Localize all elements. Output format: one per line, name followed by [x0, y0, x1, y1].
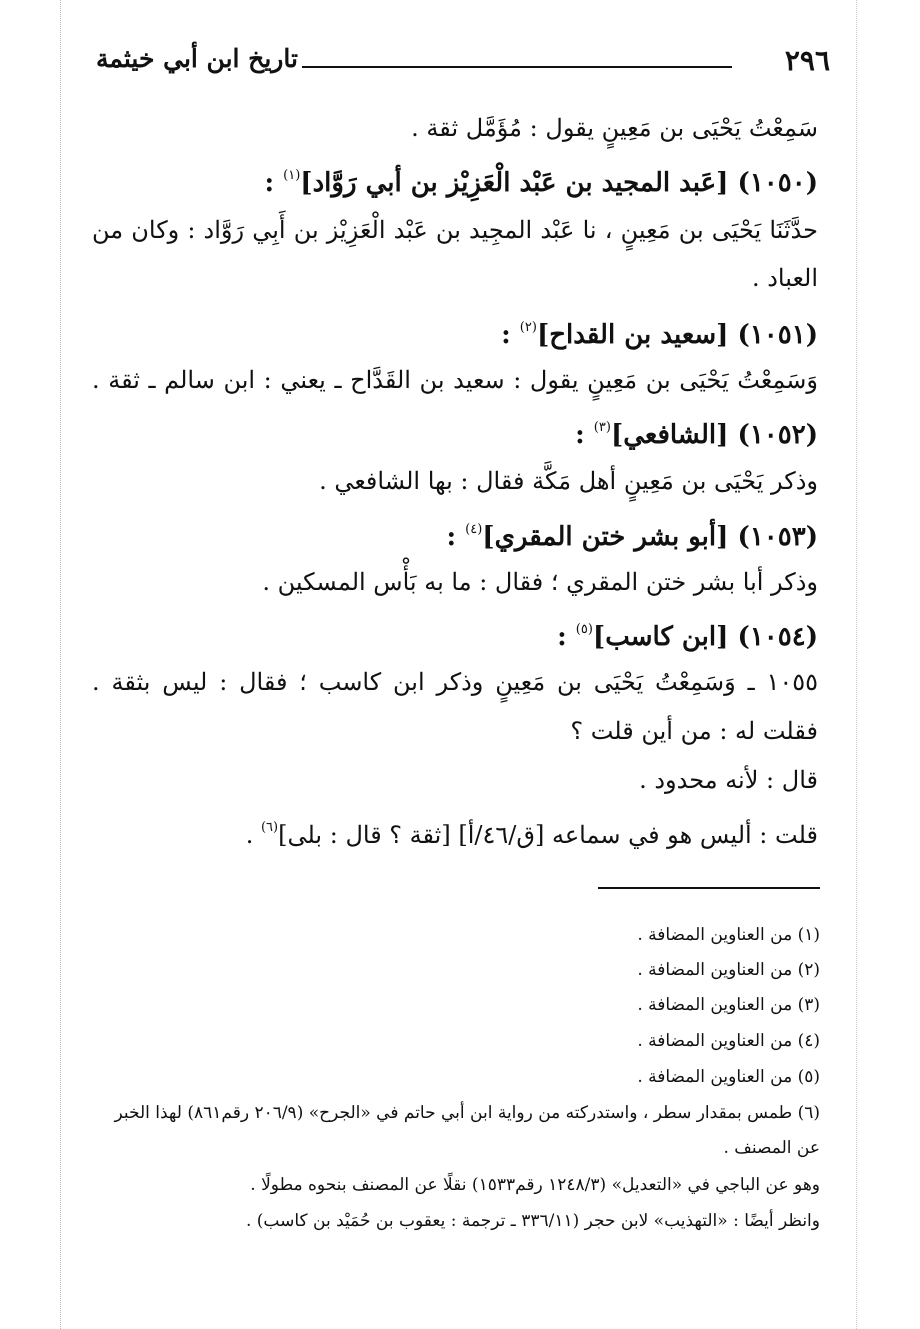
footnote: (٢) من العناوين المضافة . [637, 960, 820, 980]
footnote-ref: (٦) [260, 820, 279, 835]
footnote-ref: (٣) [593, 420, 611, 435]
footnote-continuation: عن المصنف . [723, 1138, 820, 1158]
text-span: . [245, 821, 254, 849]
entry-heading-1053 [92, 514, 818, 553]
footnote: (٦) طمس بمقدار سطر ، واستدركته من رواية ابن أبي حاتم في «الجرح» (٢٠٦/٩ رقم٨٦١) لهذا الخبر [114, 1103, 820, 1123]
footnote: (٣) من العناوين المضافة . [637, 995, 820, 1015]
text-line: فقلت له : من أين قلت ؟ [570, 717, 818, 745]
scan-edge-left [60, 0, 61, 1329]
scan-edge-right [856, 0, 857, 1329]
entry-colon: : [575, 420, 585, 450]
text-line: حدَّثَنَا يَحْيَى بن مَعِينٍ ، نا عَبْد المجِيد بن عَبْد الْعَزِيْز بن أَبِي رَوَّاد : وكان من [92, 216, 818, 244]
entry-colon: : [557, 622, 567, 652]
footnote-ref: (٥) [575, 622, 593, 637]
entry-colon: : [446, 522, 457, 552]
page-header [90, 42, 830, 86]
entry-number: (١٠٥٤) [737, 622, 818, 652]
text-line: سَمِعْتُ يَحْيَى بن مَعِينٍ يقول : مُؤَمَّل ثقة . [411, 114, 818, 142]
entry-heading-1052 [92, 412, 818, 451]
entry-heading-1051 [92, 312, 818, 351]
footnote-rule [598, 887, 820, 889]
running-title: تاريخ ابن أبي خيثمة [96, 44, 298, 73]
text-line: وذكر أبا بشر ختن المقري ؛ فقال : ما به بَأْس المسكين . [262, 568, 818, 596]
entry-colon: : [501, 320, 511, 350]
footnote: (٥) من العناوين المضافة . [637, 1067, 820, 1087]
entry-colon: : [264, 168, 275, 198]
entry-number: (١٠٥٣) [737, 522, 818, 552]
footnote-ref: (٢) [519, 320, 537, 335]
text-line: العباد . [751, 264, 818, 292]
entry-title: [عَبد المجيد بن عَبْد الْعَزِيْز بن أبي رَوَّاد] [300, 168, 729, 198]
entry-title: [أبو بشر ختن المقري] [482, 522, 729, 552]
text-line: قال : لأنه محدود . [639, 766, 818, 794]
text-line: وذكر يَحْيَى بن مَعِينٍ أهل مَكَّة فقال : بها الشافعي . [319, 467, 818, 495]
footnote: (٤) من العناوين المضافة . [637, 1031, 820, 1051]
text-line: وَسَمِعْتُ يَحْيَى بن مَعِينٍ يقول : سعيد بن القَدَّاح ـ يعني : ابن سالم ـ ثقة . [92, 366, 818, 394]
footnote-ref: (٤) [465, 522, 483, 537]
footnote-ref: (١) [283, 168, 301, 183]
entry-title: [سعيد بن القداح] [536, 320, 729, 350]
footnote-continuation: وانظر أيضًا : «التهذيب» لابن حجر (٣٣٦/١١ ـ ترجمة : يعقوب بن حُمَيْد بن كاسب) . [245, 1211, 820, 1231]
entry-title: [ابن كاسب] [592, 622, 729, 652]
entry-number: (١٠٥٢) [737, 420, 818, 450]
header-rule [302, 66, 732, 68]
text-line: ١٠٥٥ ـ وَسَمِعْتُ يَحْيَى بن مَعِينٍ وذكر ابن كاسب ؛ فقال : ليس بثقة . [92, 668, 818, 696]
entry-number: (١٠٥١) [737, 320, 818, 350]
entry-heading-1054 [92, 614, 818, 653]
footnote-continuation: وهو عن الباجي في «التعديل» (١٢٤٨/٣ رقم١٥٣٣) نقلًا عن المصنف بنحوه مطولًا . [250, 1175, 820, 1195]
text-span: قلت : أليس هو في سماعه [ق/٤٦/أ] [ثقة ؟ قال : بلى] [278, 821, 818, 849]
text-line [92, 812, 818, 851]
footnote: (١) من العناوين المضافة . [637, 925, 820, 945]
entry-number: (١٠٥٠) [737, 168, 818, 198]
entry-heading-1050 [92, 160, 818, 199]
page-number: ٢٩٦ [784, 44, 830, 77]
entry-title: [الشافعي] [610, 420, 729, 450]
